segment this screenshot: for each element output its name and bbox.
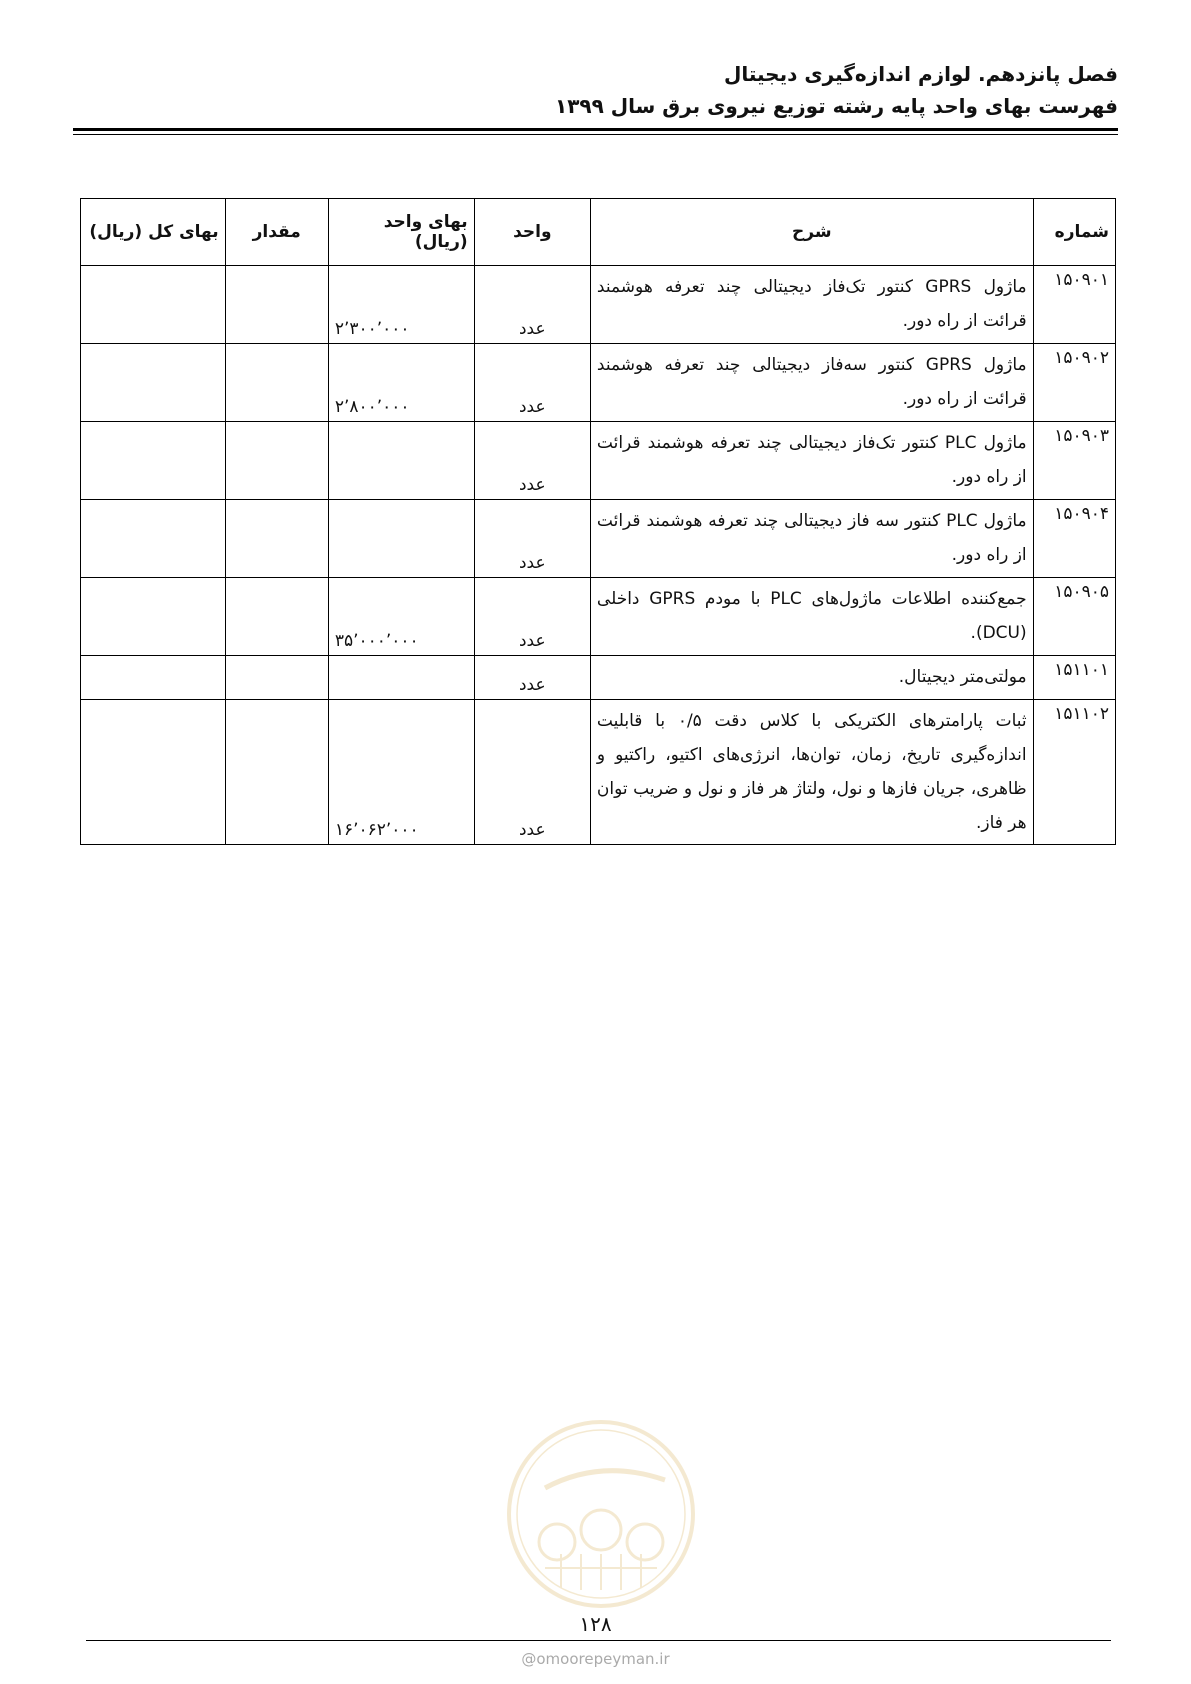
row-description: ثبات پارامترهای الکتریکی با کلاس دقت ۰/۵ با قابلیت اندازه‌گیری تاریخ، زمان، توان‌ها، انرژی‌های اکتیو، راکتیو و ظاهری، جریان فازها و نول، ولتاژ هر فاز و نول و ضریب توان هر فاز. <box>590 700 1033 845</box>
footer-rule <box>86 1640 1111 1641</box>
row-unit: عدد <box>474 500 590 578</box>
table-row <box>81 700 1116 845</box>
row-total-price <box>81 500 226 578</box>
row-unit-price <box>328 500 474 578</box>
row-total-price <box>81 700 226 845</box>
table-row <box>81 422 1116 500</box>
row-unit-price: ۲٬۳۰۰٬۰۰۰ <box>328 266 474 344</box>
row-quantity <box>225 500 328 578</box>
row-number: ۱۵۰۹۰۵ <box>1033 578 1115 656</box>
row-total-price <box>81 578 226 656</box>
row-number: ۱۵۰۹۰۴ <box>1033 500 1115 578</box>
table-row <box>81 578 1116 656</box>
row-quantity <box>225 656 328 700</box>
page-number: ۱۲۸ <box>579 1612 612 1636</box>
row-unit-price: ۲٬۸۰۰٬۰۰۰ <box>328 344 474 422</box>
row-unit-price: ۱۶٬۰۶۲٬۰۰۰ <box>328 700 474 845</box>
header-number: شماره <box>1033 199 1115 266</box>
row-quantity <box>225 578 328 656</box>
row-unit: عدد <box>474 344 590 422</box>
row-description: مولتی‌متر دیجیتال. <box>590 656 1033 700</box>
row-unit-price: ۳۵٬۰۰۰٬۰۰۰ <box>328 578 474 656</box>
row-total-price <box>81 266 226 344</box>
table-row <box>81 500 1116 578</box>
document-title: فهرست بهای واحد پایه رشته توزیع نیروی برق سال ۱۳۹۹ <box>555 94 1118 118</box>
footer-website: @omoorepeyman.ir <box>521 1650 670 1668</box>
row-number: ۱۵۱۱۰۱ <box>1033 656 1115 700</box>
table-header-row <box>81 199 1116 266</box>
row-number: ۱۵۰۹۰۳ <box>1033 422 1115 500</box>
row-unit-price <box>328 656 474 700</box>
header-total-price: بهای کل (ریال) <box>81 199 226 266</box>
row-quantity <box>225 344 328 422</box>
page-header <box>73 58 1118 122</box>
price-list-table <box>80 198 1116 845</box>
row-total-price <box>81 422 226 500</box>
row-unit: عدد <box>474 422 590 500</box>
header-unit: واحد <box>474 199 590 266</box>
row-number: ۱۵۰۹۰۱ <box>1033 266 1115 344</box>
table-row <box>81 266 1116 344</box>
row-unit: عدد <box>474 266 590 344</box>
row-description: ماژول PLC کنتور تک‌فاز دیجیتالی چند تعرفه هوشمند قرائت از راه دور. <box>590 422 1033 500</box>
row-description: ماژول PLC کنتور سه فاز دیجیتالی چند تعرفه هوشمند قرائت از راه دور. <box>590 500 1033 578</box>
row-quantity <box>225 422 328 500</box>
watermark-logo <box>505 1418 697 1610</box>
row-unit: عدد <box>474 700 590 845</box>
row-description: ماژول GPRS کنتور تک‌فاز دیجیتالی چند تعرفه هوشمند قرائت از راه دور. <box>590 266 1033 344</box>
row-description: جمع‌کننده اطلاعات ماژول‌های PLC با مودم GPRS داخلی (DCU). <box>590 578 1033 656</box>
row-unit: عدد <box>474 656 590 700</box>
header-rule-thick <box>73 128 1118 131</box>
chapter-title: فصل پانزدهم. لوازم اندازه‌گیری دیجیتال <box>723 62 1118 86</box>
row-total-price <box>81 656 226 700</box>
header-unit-price: بهای واحد (ریال) <box>328 199 474 266</box>
table-row <box>81 344 1116 422</box>
header-description: شرح <box>590 199 1033 266</box>
row-unit: عدد <box>474 578 590 656</box>
table-row <box>81 656 1116 700</box>
header-rule-thin <box>73 134 1118 135</box>
row-quantity <box>225 700 328 845</box>
row-number: ۱۵۱۱۰۲ <box>1033 700 1115 845</box>
row-number: ۱۵۰۹۰۲ <box>1033 344 1115 422</box>
header-quantity: مقدار <box>225 199 328 266</box>
row-quantity <box>225 266 328 344</box>
row-description: ماژول GPRS کنتور سه‌فاز دیجیتالی چند تعرفه هوشمند قرائت از راه دور. <box>590 344 1033 422</box>
row-total-price <box>81 344 226 422</box>
row-unit-price <box>328 422 474 500</box>
